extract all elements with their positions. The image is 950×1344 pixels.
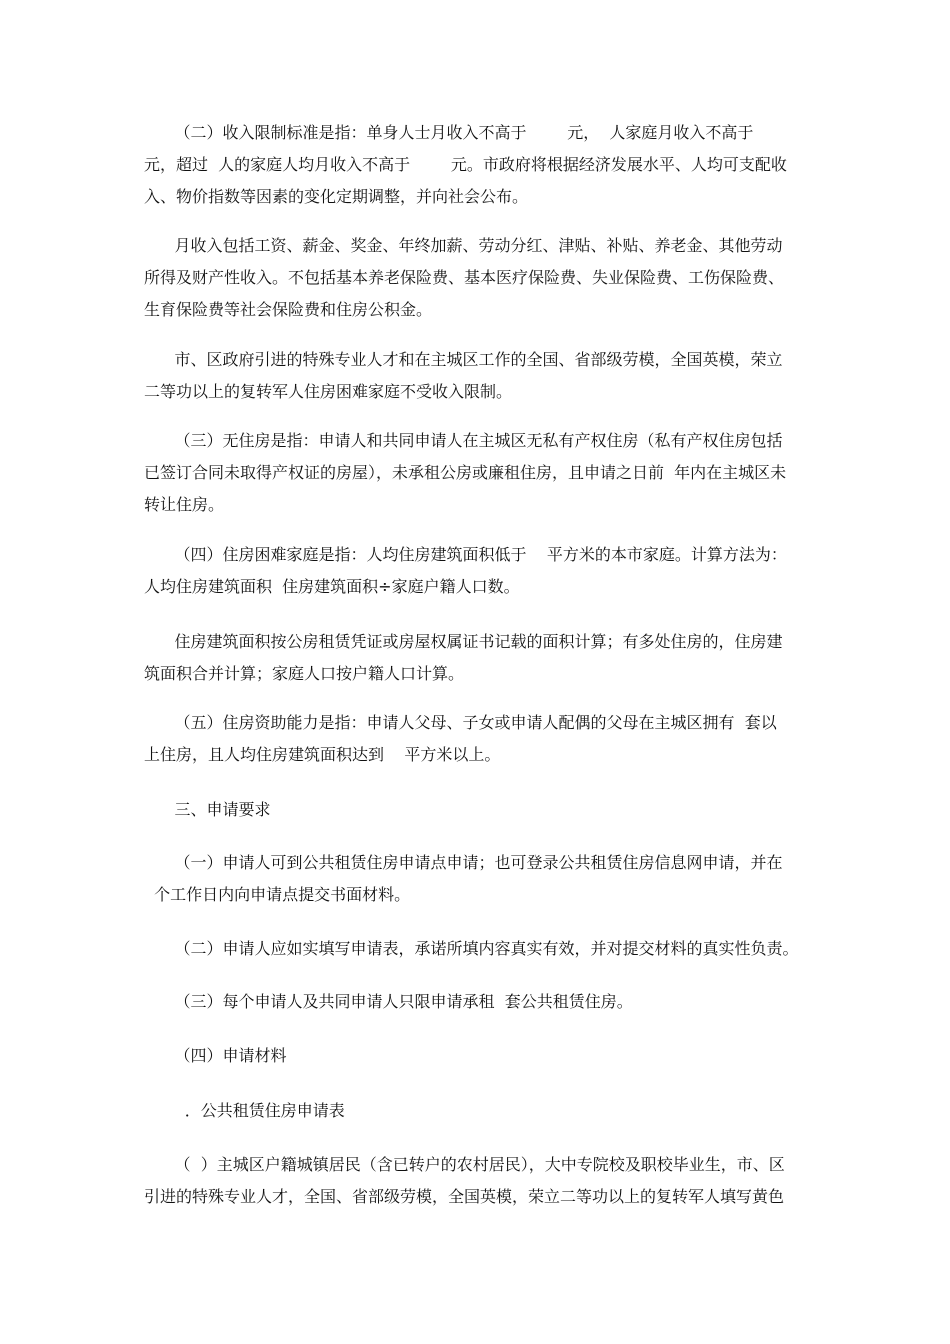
- paragraph-line: （三）无住房是指：申请人和共同申请人在主城区无私有产权住房（私有产权住房包括: [144, 431, 783, 450]
- paragraph-line: 引进的特殊专业人才，全国、省部级劳模，全国英模，荣立二等功以上的复转军人填写黄色: [144, 1187, 785, 1206]
- paragraph-line: 住房建筑面积按公房租赁凭证或房屋权属证书记载的面积计算；有多处住房的，住房建: [144, 632, 783, 651]
- paragraph-line: 人均住房建筑面积 住房建筑面积÷家庭户籍人口数。: [144, 577, 520, 596]
- paragraph-line: 个工作日内向申请点提交书面材料。: [144, 885, 411, 904]
- paragraph-line: 二等功以上的复转军人住房困难家庭不受收入限制。: [144, 382, 513, 401]
- paragraph-line: （四）住房困难家庭是指：人均住房建筑面积低于 平方米的本市家庭。计算方法为：: [144, 545, 787, 564]
- paragraph-line: （二）收入限制标准是指：单身人士月收入不高于 元， 人家庭月收入不高于: [144, 123, 754, 142]
- section-heading: 三、申请要求: [144, 800, 271, 819]
- paragraph-line: 已签订合同未取得产权证的房屋），未承租公房或廉租住房，且申请之日前 年内在主城区未: [144, 463, 787, 482]
- paragraph-line: 所得及财产性收入。不包括基本养老保险费、基本医疗保险费、失业保险费、工伤保险费、: [144, 268, 785, 287]
- paragraph-line: 筑面积合并计算；家庭人口按户籍人口计算。: [144, 664, 465, 683]
- paragraph-line: （二）申请人应如实填写申请表，承诺所填内容真实有效，并对提交材料的真实性负责。: [144, 939, 799, 958]
- list-item: ．公共租赁住房申请表: [144, 1101, 345, 1120]
- paragraph-line: 生育保险费等社会保险费和住房公积金。: [144, 300, 433, 319]
- paragraph-line: （ ）主城区户籍城镇居民（含已转户的农村居民），大中专院校及职校毕业生，市、区: [144, 1155, 785, 1174]
- subsection-heading: （四）申请材料: [144, 1046, 287, 1065]
- paragraph-line: 入、物价指数等因素的变化定期调整，并向社会公布。: [144, 187, 529, 206]
- paragraph-line: 市、区政府引进的特殊专业人才和在主城区工作的全国、省部级劳模，全国英模，荣立: [144, 350, 783, 369]
- paragraph-line: 上住房，且人均住房建筑面积达到 平方米以上。: [144, 745, 501, 764]
- paragraph-line: 转让住房。: [144, 495, 225, 514]
- paragraph-line: 月收入包括工资、薪金、奖金、年终加薪、劳动分红、津贴、补贴、养老金、其他劳动: [144, 236, 783, 255]
- paragraph-line: 元，超过 人的家庭人均月收入不高于 元。市政府将根据经济发展水平、人均可支配收: [144, 155, 787, 174]
- paragraph-line: （一）申请人可到公共租赁住房申请点申请；也可登录公共租赁住房信息网申请，并在: [144, 853, 783, 872]
- paragraph-line: （三）每个申请人及共同申请人只限申请承租 套公共租赁住房。: [144, 992, 633, 1011]
- paragraph-line: （五）住房资助能力是指：申请人父母、子女或申请人配偶的父母在主城区拥有 套以: [144, 713, 777, 732]
